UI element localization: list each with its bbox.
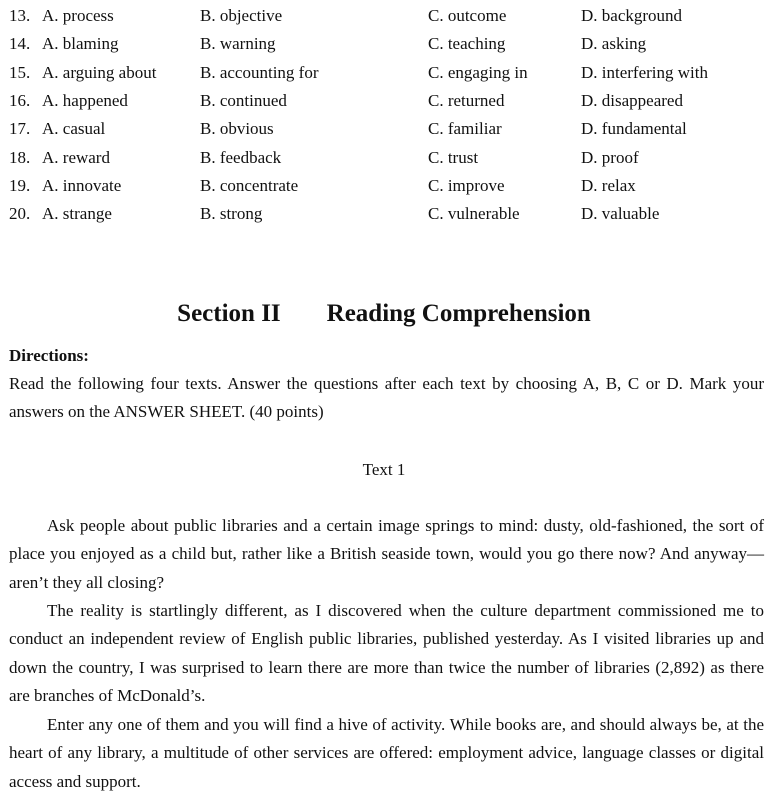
option-a: A. blaming bbox=[42, 34, 119, 53]
option-c: C. teaching bbox=[428, 34, 506, 53]
paragraph-3: Enter any one of them and you will find a hive of activity. While books are, and should always be, at the heart of any library, a multitude of other services are offered: employment advice, language classes or digital access and support. bbox=[9, 715, 764, 791]
question-row-14 bbox=[0, 30, 768, 58]
directions-text: Read the following four texts. Answer the questions after each text by choosing A, B, C or D. Mark your answers on the ANSWER SHEET. (40 points) bbox=[9, 374, 764, 422]
option-c: C. engaging in bbox=[428, 63, 528, 82]
option-b: B. obvious bbox=[200, 119, 274, 138]
option-b: B. accounting for bbox=[200, 63, 319, 82]
option-c: C. improve bbox=[428, 176, 505, 195]
question-number: 13. bbox=[9, 6, 31, 25]
option-d: D. background bbox=[581, 6, 683, 25]
question-row-19 bbox=[0, 172, 768, 200]
option-a: A. process bbox=[42, 6, 114, 25]
question-number: 20. bbox=[9, 204, 31, 223]
option-d: D. interfering with bbox=[581, 63, 708, 82]
question-number: 19. bbox=[9, 176, 31, 195]
paragraph-1: Ask people about public libraries and a certain image springs to mind: dusty, old-fashioned, the sort of place you enjoyed as a child but, rather like a British seaside town, would you go there now? And anyway—aren’t they all closing? bbox=[9, 516, 764, 592]
option-b: B. feedback bbox=[200, 148, 282, 167]
question-row-18 bbox=[0, 144, 768, 172]
question-number: 17. bbox=[9, 119, 31, 138]
question-number: 16. bbox=[9, 91, 31, 110]
question-row-13 bbox=[0, 2, 768, 30]
option-c: C. outcome bbox=[428, 6, 507, 25]
question-row-17 bbox=[0, 115, 768, 143]
option-a: A. arguing about bbox=[42, 63, 157, 82]
question-row-20 bbox=[0, 200, 768, 228]
option-a: A. casual bbox=[42, 119, 106, 138]
question-number: 14. bbox=[9, 34, 31, 53]
option-b: B. objective bbox=[200, 6, 283, 25]
question-row-16 bbox=[0, 87, 768, 115]
option-a: A. innovate bbox=[42, 176, 122, 195]
option-b: B. continued bbox=[200, 91, 287, 110]
option-a: A. strange bbox=[42, 204, 112, 223]
section-label: Section II bbox=[177, 300, 281, 327]
option-d: D. relax bbox=[581, 176, 636, 195]
option-d: D. disappeared bbox=[581, 91, 683, 110]
section-heading bbox=[0, 296, 768, 332]
paragraph-2: The reality is startlingly different, as I discovered when the culture department commissioned me to conduct an independent review of English public libraries, published yesterday. As I visited libraries up and down the country, I was surprised to learn there are more than twice the number of libraries (2,892) as there are branches of McDonald’s. bbox=[9, 601, 764, 706]
option-d: D. asking bbox=[581, 34, 647, 53]
option-c: C. returned bbox=[428, 91, 505, 110]
option-b: B. warning bbox=[200, 34, 276, 53]
option-a: A. reward bbox=[42, 148, 110, 167]
option-b: B. strong bbox=[200, 204, 263, 223]
directions-label: Directions: bbox=[9, 346, 89, 365]
option-c: C. trust bbox=[428, 148, 479, 167]
option-a: A. happened bbox=[42, 91, 128, 110]
option-c: C. familiar bbox=[428, 119, 502, 138]
question-row-15 bbox=[0, 59, 768, 87]
option-c: C. vulnerable bbox=[428, 204, 520, 223]
option-b: B. concentrate bbox=[200, 176, 299, 195]
section-title: Reading Comprehension bbox=[326, 300, 591, 327]
option-d: D. proof bbox=[581, 148, 639, 167]
option-d: D. valuable bbox=[581, 204, 660, 223]
option-d: D. fundamental bbox=[581, 119, 687, 138]
text-title: Text 1 bbox=[362, 460, 406, 479]
question-number: 15. bbox=[9, 63, 31, 82]
question-number: 18. bbox=[9, 148, 31, 167]
